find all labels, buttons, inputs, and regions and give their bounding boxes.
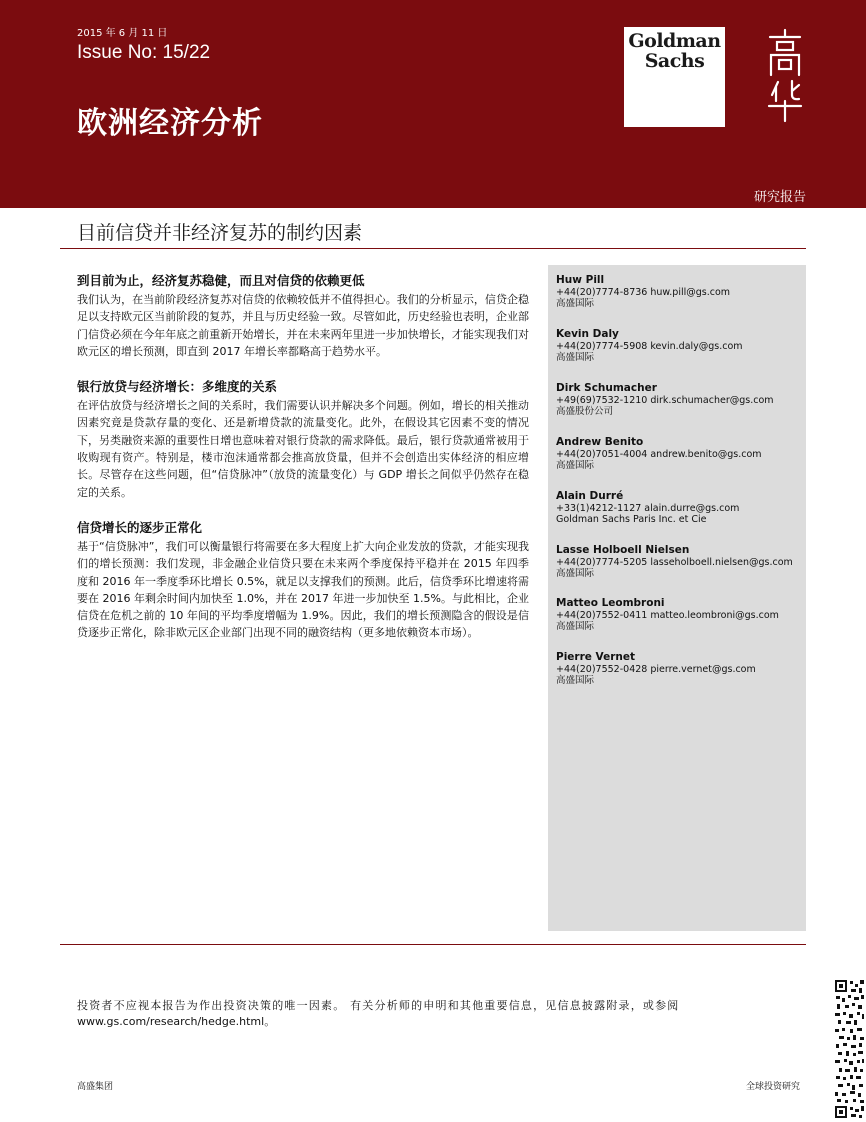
analyst-sidebar <box>548 265 806 931</box>
top-divider <box>60 248 806 249</box>
analyst-contact[interactable]: +44(20)7774-8736 huw.pill@gs.com <box>556 287 731 298</box>
analyst-contact[interactable]: +44(20)7051-4004 andrew.benito@gs.com <box>556 449 762 460</box>
section-heading: 信贷增长的逐步正常化 <box>77 519 203 535</box>
analyst-card <box>556 436 802 471</box>
logo-line-2: Sachs <box>644 50 705 72</box>
report-type-label: 研究报告 <box>753 190 806 205</box>
section-heading: 到目前为止，经济复苏稳健，而且对信贷的依赖更低 <box>77 273 365 288</box>
analyst-org: 高盛国际 <box>556 460 595 471</box>
report-subtitle: 目前信贷并非经济复苏的制约因素 <box>77 222 363 244</box>
analyst-card <box>556 544 802 579</box>
analyst-card <box>556 490 802 525</box>
analyst-org: 高盛国际 <box>556 675 595 686</box>
analyst-name: Huw Pill <box>556 274 605 286</box>
analyst-contact[interactable]: +44(20)7552-0411 matteo.leombroni@gs.com <box>556 610 779 621</box>
analyst-org: 高盛股份公司 <box>556 406 614 417</box>
analyst-org: 高盛国际 <box>556 298 595 309</box>
issue-number: Issue No: 15/22 <box>77 42 211 63</box>
analyst-contact[interactable]: +44(20)7552-0428 pierre.vernet@gs.com <box>556 664 756 675</box>
analyst-org: 高盛国际 <box>556 352 595 363</box>
analyst-name: Lasse Holboell Nielsen <box>556 544 690 556</box>
analyst-name: Pierre Vernet <box>556 651 636 663</box>
analyst-name: Kevin Daly <box>556 328 619 340</box>
analyst-card <box>556 274 802 309</box>
analyst-name: Alain Durré <box>556 490 624 502</box>
analyst-name: Dirk Schumacher <box>556 382 657 394</box>
footer-company: 高盛集团 <box>77 1082 114 1092</box>
analyst-card <box>556 597 802 632</box>
bottom-divider <box>60 944 806 945</box>
disclosure-link[interactable]: www.gs.com/research/hedge.html。 <box>77 1015 276 1028</box>
goldman-sachs-logo <box>624 27 725 127</box>
footer-division: 全球投资研究 <box>746 1082 801 1092</box>
analyst-contact[interactable]: +44(20)7774-5908 kevin.daly@gs.com <box>556 341 743 352</box>
gaohua-seal-icon <box>764 27 806 123</box>
section-2 <box>77 378 529 501</box>
analyst-org: 高盛国际 <box>556 621 595 632</box>
header-banner <box>0 0 866 208</box>
section-paragraph: 我们认为，在当前阶段经济复苏对信贷的依赖较低并不值得担心。我们的分析显示，信贷企稳足以支持欧元区当前阶段的复苏，并且与历史经验一致。尽管如此，历史经验也表明，企业部门信贷必须在今年年底之前重新开始增长，并在未来两年里进一步加快增长，才能实现我们对欧元区的增长预测，即直到 2017 年增长率都略高于趋势水平。 <box>77 293 529 358</box>
main-content <box>77 272 529 660</box>
section-3 <box>77 519 529 642</box>
qr-code-icon <box>833 978 866 1122</box>
analyst-card <box>556 382 802 417</box>
section-paragraph: 基于“信贷脉冲”，我们可以衡量银行将需要在多大程度上扩大向企业发放的贷款，才能实现我们的增长预测：我们发现，非金融企业信贷只要在未来两个季度保持平稳并在 2015 年四季度和 2016 年一季度季环比增长 0.5%，就足以支撑我们的预测。此后，信贷季环比增速将需要在 2016 年剩余时间内加快至 1.0%，并在 2017 年进一步加快至 1.5%。与此相比，企业信贷在危机之前的 10 年间的平均季度增幅为 1.9%。因此，我们的增长预测隐含的假设是信贷逐步正常化，除非欧元区企业部门出现不同的融资结构（更多地依赖资本市场）。 <box>77 539 529 640</box>
section-1 <box>77 272 529 360</box>
disclaimer-text: 投资者不应视本报告为作出投资决策的唯一因素。 有关分析师的申明和其他重要信息，见信息披露附录，或参阅 <box>77 999 680 1012</box>
analyst-org: 高盛国际 <box>556 568 595 579</box>
analyst-name: Matteo Leombroni <box>556 597 665 609</box>
analyst-org: Goldman Sachs Paris Inc. et Cie <box>556 514 707 525</box>
publication-date: 2015 年 6 月 11 日 <box>77 28 168 39</box>
analyst-contact[interactable]: +44(20)7774-5205 lasseholboell.nielsen@gs.com <box>556 557 793 568</box>
analyst-card <box>556 328 802 363</box>
analyst-card <box>556 651 802 686</box>
disclaimer <box>77 998 807 1030</box>
section-paragraph: 在评估放贷与经济增长之间的关系时，我们需要认识并解决多个问题。例如，增长的相关推动因素究竟是贷款存量的变化、还是新增贷款的流量变化。此外，在假设其它因素不变的情况下，另类融资来源的重要性日增也意味着对银行贷款的需求降低。最后，银行贷款通常被用于收购现有资产。特别是，楼市泡沫通常都会推高放贷量，但并不会创造出实体经济的相应增长。尽管存在这些问题，但“信贷脉冲”（放贷的流量变化）与 GDP 增长之间似乎仍然存在稳定的关系。 <box>77 399 529 499</box>
logo-line-1: Goldman <box>628 30 721 52</box>
section-heading: 银行放贷与经济增长：多维度的关系 <box>77 379 278 395</box>
analyst-name: Andrew Benito <box>556 436 644 448</box>
analyst-contact[interactable]: +33(1)4212-1127 alain.durre@gs.com <box>556 503 740 514</box>
report-title: 欧洲经济分析 <box>77 106 263 141</box>
analyst-contact[interactable]: +49(69)7532-1210 dirk.schumacher@gs.com <box>556 395 774 406</box>
